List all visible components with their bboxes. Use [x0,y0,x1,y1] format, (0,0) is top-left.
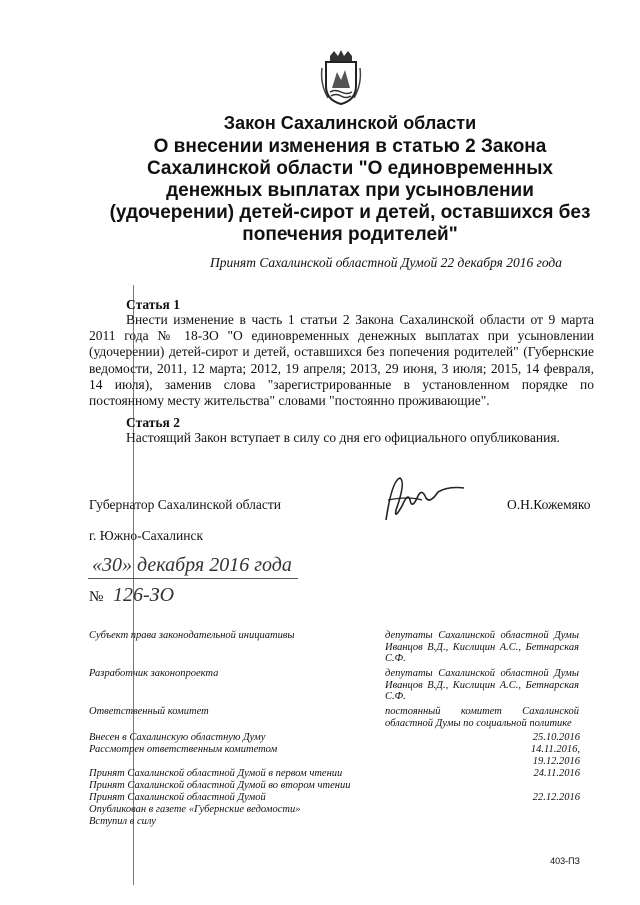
info-value-committee: постоянный комитет Сахалинской областной Думы по социальной политике [385,706,579,729]
adoption-note: Принят Сахалинской областной Думой 22 декабря 2016 года [209,255,562,270]
governor-name: О.Н.Кожемяко [507,497,591,512]
info-label-committee: Ответственный комитет [89,706,209,717]
signing-city: г. Южно-Сахалинск [89,528,204,543]
document-code: 403-ПЗ [550,856,580,866]
date-label-second-reading: Принят Сахалинской областной Думой во втором чтении [89,780,351,791]
law-title-line-3: денежных выплатах при усыновлении [166,180,534,201]
info-value-developer: депутаты Сахалинской областной Думы Иванцов В.Д., Кислицин А.С., Бетнарская С.Ф. [385,668,579,703]
info-label-developer: Разработчик законопроекта [89,668,219,679]
governor-position: Губернатор Сахалинской области [89,497,281,512]
number-prefix: № [89,589,104,605]
law-title-line-4: (удочерении) детей-сирот и детей, оставшихся без [109,202,591,223]
date-label-adopted: Принят Сахалинской областной Думой [89,792,266,803]
info-value-initiative: депутаты Сахалинской областной Думы Иванцов В.Д., Кислицин А.С., Бетнарская С.Ф. [385,630,579,665]
date-value-adopted: 22.12.2016 [532,792,580,803]
date-value-first-reading: 24.11.2016 [533,768,580,779]
handwritten-number: 126-ЗО [113,584,175,606]
date-label-first-reading: Принят Сахалинской областной Думой в первом чтении [89,768,343,779]
date-label-in-force: Вступил в силу [89,816,156,827]
article-1-heading: Статья 1 [126,297,180,312]
law-region-title: Закон Сахалинской области [223,113,477,133]
article-1-text: Внести изменение в часть 1 статьи 2 Закона Сахалинской области от 9 марта 2011 года № 18-ЗО "О единовременных денежных выплатах при усыновлении (удочерении) детей-сирот и детей, оставшихся без попечения родителей" (Губернские ведомости, 2011, 12 марта; 2012, 19 апреля; 2013, 29 июня, 3 июля; 2015, 14 февраля, 14 июля), заменив слова "зарегистрированные в установленном порядке по постоянному месту жительства" словами "постоянно проживающие". [89,312,594,409]
law-title-line-1: О внесении изменения в статью 2 Закона [153,136,547,157]
info-label-initiative: Субъект права законодательной инициативы [89,630,295,641]
handwritten-date: «30» декабря 2016 года [92,554,292,576]
date-label-submitted: Внесен в Сахалинскую областную Думу [89,732,266,743]
date-value-committee-1: 14.11.2016, [530,744,580,755]
law-title-line-2: Сахалинской области "О единовременных [146,158,554,179]
coat-of-arms-emblem [318,48,364,106]
law-title-line-5: попечения родителей" [242,224,458,245]
date-label-published: Опубликован в газете «Губернские ведомости» [89,804,301,815]
date-value-committee-2: 19.12.2016 [532,756,580,767]
date-underline [88,578,298,579]
date-label-committee: Рассмотрен ответственным комитетом [89,744,278,755]
article-2-heading: Статья 2 [126,415,180,430]
date-value-submitted: 25.10.2016 [532,732,580,743]
article-2-text: Настоящий Закон вступает в силу со дня его официального опубликования. [126,430,560,445]
handwritten-signature [378,470,468,530]
